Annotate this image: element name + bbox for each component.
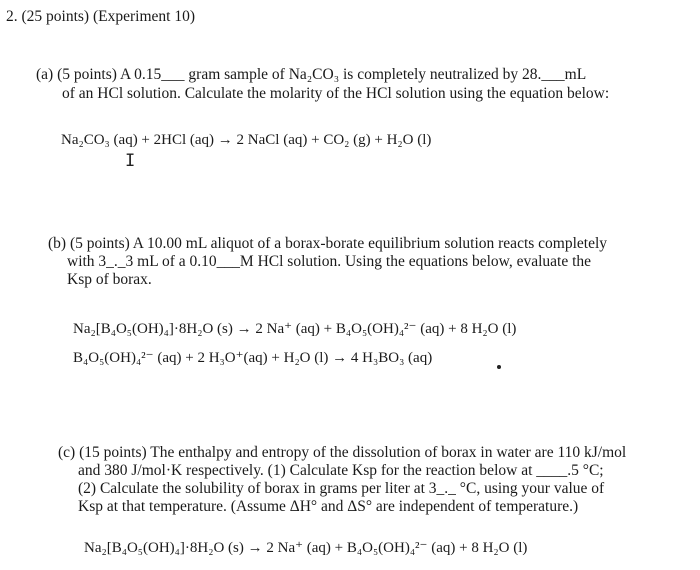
part-c-line-4: Ksp at that temperature. (Assume ΔH° and ΔS° are independent of temperature.) (78, 498, 579, 515)
part-a-line-2: of an HCl solution. Calculate the molarity of the HCl solution using the equation below: (62, 85, 610, 102)
part-b-equation-1: Na₂[B₄O₅(OH)₄]·8H₂O (s) → 2 Na⁺ (aq) + B₄O₅(OH)₄²⁻ (aq) + 8 H₂O (l) (73, 321, 517, 337)
part-c-line-1: (c) (15 points) The enthalpy and entropy of the dissolution of borax in water are 110 kJ/mol (58, 444, 627, 461)
part-b-line-1: (b) (5 points) A 10.00 mL aliquot of a borax-borate equilibrium solution reacts completely (48, 235, 608, 252)
part-a-equation: Na₂CO₃ (aq) + 2HCl (aq) → 2 NaCl (aq) + CO₂ (g) + H₂O (l) (61, 132, 432, 148)
part-c-line-3: (2) Calculate the solubility of borax in grams per liter at 3_._ °C, using your value of (78, 480, 605, 497)
part-c-line-2: and 380 J/mol·K respectively. (1) Calculate Ksp for the reaction below at ____.5 °C; (78, 462, 604, 479)
part-b-line-2: with 3_._3 mL of a 0.10___M HCl solution. Using the equations below, evaluate the (67, 253, 592, 270)
part-c-equation: Na₂[B₄O₅(OH)₄]·8H₂O (s) → 2 Na⁺ (aq) + B₄O₅(OH)₄²⁻ (aq) + 8 H₂O (l) (84, 540, 528, 556)
text-cursor-icon: I (125, 151, 136, 171)
stray-mark (497, 365, 501, 369)
part-b-line-3: Ksp of borax. (67, 271, 152, 288)
question-header: 2. (25 points) (Experiment 10) (6, 8, 195, 25)
part-b-equation-2: B₄O₅(OH)₄²⁻ (aq) + 2 H₃O⁺(aq) + H₂O (l) → 4 H₃BO₃ (aq) (73, 350, 433, 366)
part-a-line-1: (a) (5 points) A 0.15___ gram sample of Na₂CO₃ is completely neutralized by 28.___mL (36, 66, 587, 83)
